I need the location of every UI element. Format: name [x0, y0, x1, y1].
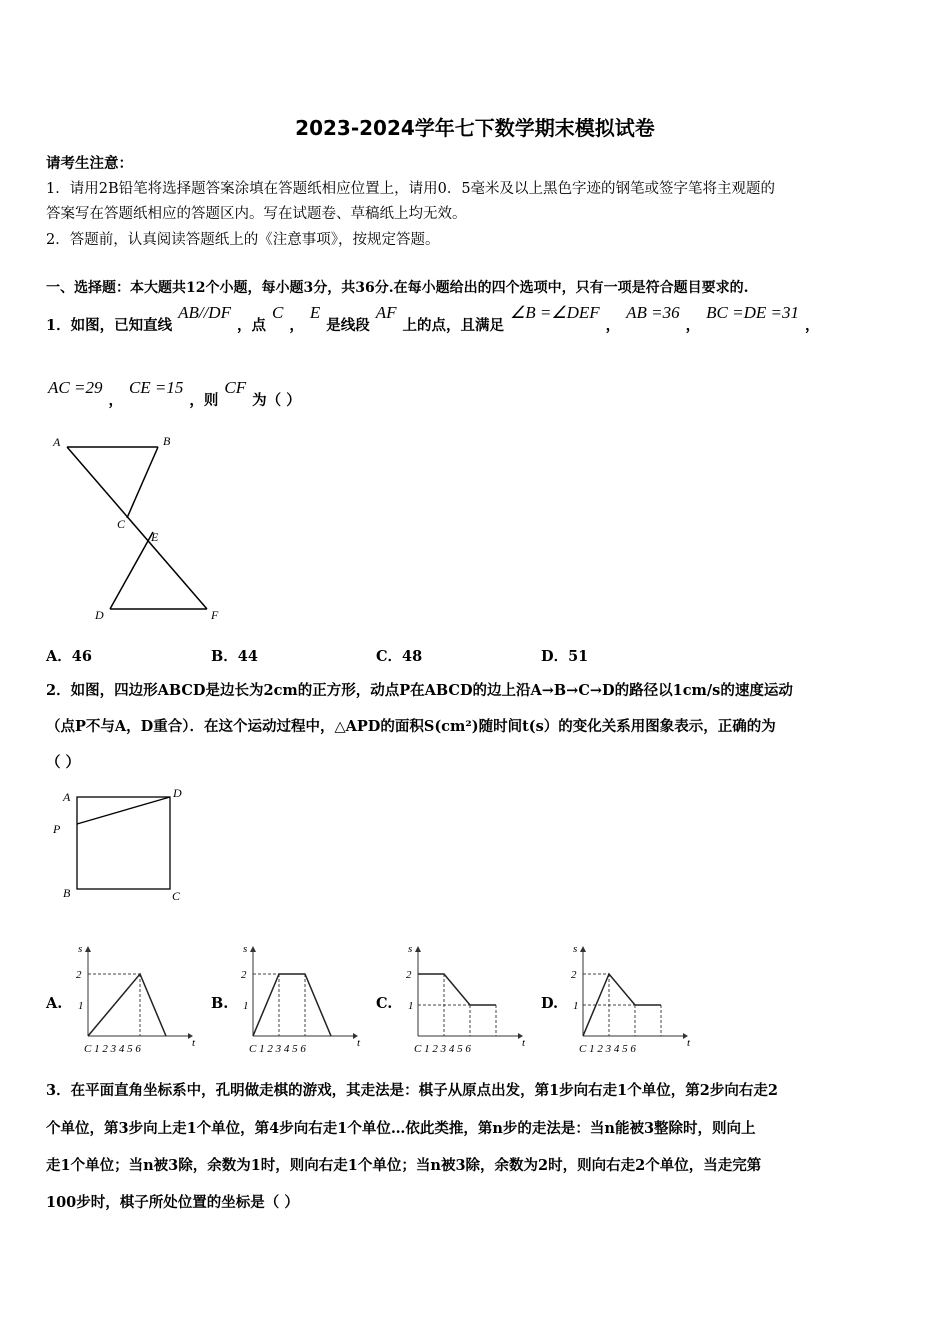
axis-arrow-icon — [415, 946, 523, 1039]
x-axis-label: t — [357, 1037, 361, 1049]
notice-heading: 请考生注意： — [46, 155, 133, 172]
q2-line: 2．如图，四边形ABCD是边长为2cm的正方形，动点P在ABCD的边上沿A→B→C→D的路径以1cm/s的速度运动 — [46, 682, 793, 699]
svg-text:F: F — [211, 608, 219, 622]
q1-figure — [45, 430, 235, 630]
y-tick-label: 2 — [406, 969, 412, 981]
q1-option-c[interactable]: C．48 — [376, 648, 423, 665]
s-t-graph — [404, 940, 534, 1060]
y-tick-label: 1 — [78, 1000, 84, 1012]
svg-text:D: D — [173, 786, 182, 800]
axis-arrow-icon — [85, 946, 193, 1039]
y-tick-label: 2 — [76, 969, 82, 981]
svg-text:P: P — [53, 822, 61, 836]
section-heading: 一、选择题：本大题共12个小题，每小题3分，共36分.在每小题给出的四个选项中，只有一项是符合题目要求的. — [46, 280, 749, 296]
svg-text:D: D — [95, 608, 104, 622]
q3-line: 个单位，第3步向上走1个单位，第4步向右走1个单位…依此类推，第n步的走法是：当n能被3整除时，则向上 — [46, 1120, 756, 1137]
page-title: 2023-2024学年七下数学期末模拟试卷 — [295, 116, 655, 140]
svg-text:C: C — [172, 889, 181, 903]
q3-line: 走1个单位；当n被3除，余数为1时，则向右走1个单位；当n被3除，余数为2时，则向右走2个单位，当走完第 — [46, 1157, 762, 1174]
x-tick-labels: C 1 2 3 4 5 6 — [414, 1043, 471, 1055]
svg-text:E: E — [151, 530, 159, 544]
y-tick-label: 1 — [573, 1000, 579, 1012]
x-tick-labels: C 1 2 3 4 5 6 — [579, 1043, 636, 1055]
s-t-graph — [239, 940, 369, 1060]
q2-square-figure — [45, 782, 195, 907]
q2-line: （ ） — [46, 754, 81, 771]
axis-arrow-icon — [580, 946, 688, 1039]
option-label: A. — [46, 995, 63, 1012]
y-tick-label: 2 — [241, 969, 247, 981]
y-tick-label: 1 — [243, 1000, 249, 1012]
option-label: C. — [376, 995, 393, 1012]
svg-text:C: C — [117, 517, 126, 531]
svg-text:B: B — [163, 434, 171, 448]
q2-line: （点P不与A，D重合）．在这个运动过程中，△APD的面积S(cm²)随时间t(s）的变化关系用图象表示，正确的为 — [46, 718, 776, 735]
x-tick-labels: C 1 2 3 4 5 6 — [249, 1043, 306, 1055]
y-tick-label: 1 — [408, 1000, 414, 1012]
option-label: B. — [211, 995, 229, 1012]
y-axis-label: s — [573, 943, 578, 955]
y-axis-label: s — [78, 943, 83, 955]
s-t-graph — [74, 940, 204, 1060]
graph-line — [418, 974, 496, 1005]
q1-option-b[interactable]: B．44 — [211, 648, 258, 665]
graph-line — [88, 974, 166, 1036]
x-axis-label: t — [687, 1037, 691, 1049]
notice-line: 1．请用2B铅笔将选择题答案涂填在答题纸相应位置上，请用0．5毫米及以上黑色字迹的钢笔或签字笔将主观题的 — [46, 181, 776, 197]
x-axis-label: t — [192, 1037, 196, 1049]
q1-line1: 1．如图，已知直线AB//DF，点C，E是线段AF上的点，且满足∠B =∠DEF，AB =36，BC =DE =31， — [46, 303, 820, 334]
y-axis-label: s — [408, 943, 413, 955]
q1-line2: AC =29，CE =15，则CF为（ ） — [48, 378, 301, 409]
notice-line: 答案写在答题纸相应的答题区内。写在试题卷、草稿纸上均无效。 — [46, 206, 467, 222]
q3-line: 100步时，棋子所处位置的坐标是（ ） — [46, 1194, 299, 1211]
q1-option-a[interactable]: A．46 — [46, 648, 92, 665]
x-axis-label: t — [522, 1037, 526, 1049]
svg-text:B: B — [63, 886, 71, 900]
notice-line: 2．答题前，认真阅读答题纸上的《注意事项》，按规定答题。 — [46, 232, 440, 248]
graph-line — [253, 974, 331, 1036]
q3-line: 3．在平面直角坐标系中，孔明做走棋的游戏，其走法是：棋子从原点出发，第1步向右走1个单位，第2步向右走2 — [46, 1082, 778, 1099]
x-tick-labels: C 1 2 3 4 5 6 — [84, 1043, 141, 1055]
y-tick-label: 2 — [571, 969, 577, 981]
svg-text:A: A — [53, 435, 61, 449]
axis-arrow-icon — [250, 946, 358, 1039]
option-label: D. — [541, 995, 559, 1012]
y-axis-label: s — [243, 943, 248, 955]
s-t-graph — [569, 940, 699, 1060]
svg-text:A: A — [63, 790, 71, 804]
q1-option-d[interactable]: D．51 — [541, 648, 589, 665]
